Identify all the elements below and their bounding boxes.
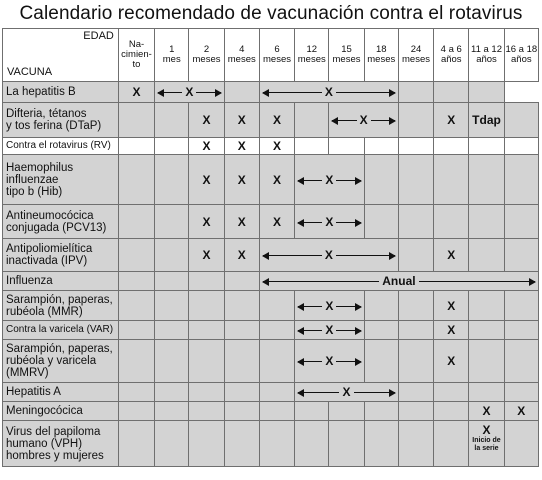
empty-cell: [398, 239, 433, 272]
empty-cell: [224, 421, 259, 467]
empty-cell: [398, 383, 433, 402]
empty-cell: [118, 239, 154, 272]
vacuna-label: VACUNA: [7, 66, 53, 78]
empty-cell: [504, 239, 538, 272]
empty-cell: [364, 321, 398, 340]
empty-cell: [434, 421, 469, 467]
empty-cell: [329, 402, 364, 421]
empty-cell: [469, 155, 504, 205]
empty-cell: [259, 340, 294, 383]
empty-cell: [155, 383, 189, 402]
header-row: [3, 29, 539, 82]
dose-range-cell: [295, 321, 365, 340]
dose-cell: [189, 205, 224, 239]
dose-range-cell: [295, 291, 365, 321]
dose-mark: X: [237, 139, 246, 153]
dose-mark: X: [322, 323, 336, 337]
empty-cell: [398, 138, 433, 155]
vaccine-row: [3, 291, 539, 321]
empty-cell: [469, 321, 504, 340]
dose-mark: Tdap: [472, 113, 501, 127]
empty-cell: [398, 421, 433, 467]
empty-cell: [118, 138, 154, 155]
dose-mark: X: [237, 214, 246, 229]
age-header: 2 meses: [189, 29, 224, 82]
empty-cell: [118, 205, 154, 239]
dose-cell: [469, 402, 504, 421]
age-header: 18 meses: [364, 29, 398, 82]
age-header: 15 meses: [329, 29, 364, 82]
empty-cell: [155, 402, 189, 421]
empty-cell: [504, 205, 538, 239]
vaccine-row: [3, 272, 539, 291]
vaccine-name: Antineumocócica conjugada (PCV13): [3, 205, 119, 239]
vaccine-name: Meningocócica: [3, 402, 119, 421]
empty-cell: [364, 138, 398, 155]
empty-cell: [155, 205, 189, 239]
dose-mark: X: [322, 354, 336, 368]
empty-cell: [189, 340, 224, 383]
empty-cell: [155, 239, 189, 272]
vaccine-row: [3, 383, 539, 402]
empty-cell: [189, 383, 224, 402]
dose-cell: [224, 155, 259, 205]
dose-mark: X: [272, 139, 281, 153]
dose-range-cell: [329, 103, 399, 138]
vaccine-row: [3, 421, 539, 467]
empty-cell: [155, 421, 189, 467]
empty-cell: [295, 421, 329, 467]
dose-cell: [189, 138, 224, 155]
empty-cell: [364, 155, 398, 205]
age-header: 4 a 6 años: [434, 29, 469, 82]
empty-cell: [224, 272, 259, 291]
empty-cell: [364, 340, 398, 383]
dose-range-cell: [259, 272, 538, 291]
dose-mark: X: [322, 248, 336, 262]
empty-cell: [398, 82, 433, 103]
dose-mark: X: [182, 85, 196, 99]
empty-cell: [398, 103, 433, 138]
vaccine-name: Virus del papiloma humano (VPH) hombres y mujeres: [3, 421, 119, 467]
empty-cell: [189, 291, 224, 321]
dose-mark: X: [447, 323, 456, 337]
vaccine-row: [3, 82, 539, 103]
series-start-note: Inicio de la serie: [472, 437, 501, 452]
dose-mark: X: [202, 139, 211, 153]
empty-cell: [469, 340, 504, 383]
empty-cell: [398, 340, 433, 383]
empty-cell: [155, 321, 189, 340]
empty-cell: [504, 383, 538, 402]
empty-cell: [295, 103, 329, 138]
empty-cell: [118, 421, 154, 467]
dose-mark: X: [322, 215, 336, 229]
dose-mark: X: [202, 214, 211, 229]
dose-cell: [189, 239, 224, 272]
vaccine-row: [3, 340, 539, 383]
dose-mark: X: [447, 113, 456, 127]
empty-cell: [504, 291, 538, 321]
dose-cell: [189, 103, 224, 138]
dose-range-cell: [295, 383, 399, 402]
dose-cell: [504, 402, 538, 421]
empty-cell: [259, 321, 294, 340]
dose-mark: X: [482, 423, 491, 437]
empty-cell: [469, 239, 504, 272]
dose-cell: [189, 155, 224, 205]
vaccine-name: Difteria, tétanos y tos ferina (DTaP): [3, 103, 119, 138]
dose-range-cell: [259, 239, 398, 272]
dose-range-cell: [295, 205, 365, 239]
age-header: 1 mes: [155, 29, 189, 82]
empty-cell: [118, 402, 154, 421]
dose-cell: [434, 239, 469, 272]
empty-cell: [189, 321, 224, 340]
header-corner: [3, 29, 119, 82]
empty-cell: [259, 383, 294, 402]
empty-cell: [118, 291, 154, 321]
empty-cell: [398, 402, 433, 421]
dose-mark: X: [272, 113, 281, 127]
empty-cell: [118, 272, 154, 291]
age-header: 11 a 12 años: [469, 29, 504, 82]
empty-cell: [189, 272, 224, 291]
empty-cell: [469, 138, 504, 155]
empty-cell: [118, 155, 154, 205]
dose-cell: [259, 103, 294, 138]
empty-cell: [469, 205, 504, 239]
empty-cell: [155, 291, 189, 321]
empty-cell: [224, 82, 259, 103]
dose-mark: X: [272, 214, 281, 229]
empty-cell: [155, 340, 189, 383]
dose-mark: X: [272, 172, 281, 187]
dose-mark: X: [237, 172, 246, 187]
empty-cell: [434, 402, 469, 421]
empty-cell: [155, 138, 189, 155]
dose-cell: [259, 155, 294, 205]
dose-cell: [259, 205, 294, 239]
dose-mark: Anual: [379, 274, 418, 288]
empty-cell: [469, 383, 504, 402]
vaccine-row: [3, 239, 539, 272]
dose-range-cell: [155, 82, 225, 103]
dose-mark: X: [357, 113, 371, 127]
dose-mark: X: [237, 113, 246, 127]
dose-cell: [434, 340, 469, 383]
empty-cell: [364, 205, 398, 239]
empty-cell: [224, 402, 259, 421]
dose-cell: [469, 103, 504, 138]
dose-mark: X: [322, 299, 336, 313]
empty-cell: [504, 103, 538, 138]
dose-cell: [224, 103, 259, 138]
dose-mark: X: [132, 85, 141, 99]
empty-cell: [259, 402, 294, 421]
dose-mark: X: [237, 248, 246, 262]
empty-cell: [189, 402, 224, 421]
empty-cell: [295, 402, 329, 421]
empty-cell: [118, 321, 154, 340]
dose-range-cell: [295, 340, 365, 383]
vaccine-name: Antipoliomielítica inactivada (IPV): [3, 239, 119, 272]
vaccine-name: Hepatitis A: [3, 383, 119, 402]
empty-cell: [155, 155, 189, 205]
empty-cell: [504, 155, 538, 205]
age-header: 24 meses: [398, 29, 433, 82]
empty-cell: [118, 340, 154, 383]
empty-cell: [259, 421, 294, 467]
dose-mark: X: [202, 248, 211, 262]
dose-mark: X: [447, 298, 456, 313]
empty-cell: [469, 291, 504, 321]
vaccine-name: Contra la varicela (VAR): [3, 321, 119, 340]
empty-cell: [295, 138, 329, 155]
dose-cell: [118, 82, 154, 103]
edad-label: EDAD: [83, 30, 114, 42]
empty-cell: [434, 383, 469, 402]
vaccine-row: [3, 103, 539, 138]
dose-cell: [434, 321, 469, 340]
dose-mark: X: [202, 172, 211, 187]
empty-cell: [398, 205, 433, 239]
vaccine-row: [3, 321, 539, 340]
empty-cell: [224, 291, 259, 321]
dose-range-cell: [295, 155, 365, 205]
vaccine-name: Influenza: [3, 272, 119, 291]
vaccine-name: Contra el rotavirus (RV): [3, 138, 119, 155]
empty-cell: [398, 321, 433, 340]
dose-mark: X: [339, 385, 353, 399]
empty-cell: [469, 82, 504, 103]
vaccine-name: La hepatitis B: [3, 82, 119, 103]
empty-cell: [224, 383, 259, 402]
vaccine-name: Sarampión, paperas, rubéola y varicela (MMRV): [3, 340, 119, 383]
empty-cell: [364, 421, 398, 467]
empty-cell: [434, 205, 469, 239]
age-header: 6 meses: [259, 29, 294, 82]
empty-cell: [398, 291, 433, 321]
empty-cell: [224, 321, 259, 340]
dose-cell: [434, 103, 469, 138]
empty-cell: [224, 340, 259, 383]
empty-cell: [329, 138, 364, 155]
empty-cell: [118, 383, 154, 402]
dose-cell: [259, 138, 294, 155]
empty-cell: [189, 421, 224, 467]
empty-cell: [398, 155, 433, 205]
dose-mark: X: [202, 113, 211, 127]
dose-mark: X: [517, 404, 526, 418]
age-header: 12 meses: [295, 29, 329, 82]
empty-cell: [364, 291, 398, 321]
vaccine-row: [3, 205, 539, 239]
dose-mark: X: [322, 173, 336, 187]
empty-cell: [155, 272, 189, 291]
empty-cell: [504, 321, 538, 340]
empty-cell: [504, 421, 538, 467]
vaccine-row: [3, 155, 539, 205]
empty-cell: [364, 402, 398, 421]
age-header: Na- cimien- to: [118, 29, 154, 82]
age-header: 16 a 18 años: [504, 29, 538, 82]
empty-cell: [434, 82, 469, 103]
dose-range-cell: [259, 82, 398, 103]
vaccination-schedule-table: [2, 28, 539, 467]
empty-cell: [434, 155, 469, 205]
empty-cell: [155, 103, 189, 138]
dose-mark: X: [322, 85, 336, 99]
dose-mark: X: [447, 248, 456, 262]
dose-cell: [224, 239, 259, 272]
empty-cell: [329, 421, 364, 467]
empty-cell: [434, 138, 469, 155]
dose-mark: X: [482, 404, 491, 418]
dose-mark: X: [447, 354, 456, 368]
empty-cell: [504, 138, 538, 155]
empty-cell: [259, 291, 294, 321]
dose-cell: [224, 205, 259, 239]
age-header: 4 meses: [224, 29, 259, 82]
vaccine-name: Sarampión, paperas, rubéola (MMR): [3, 291, 119, 321]
page-title: Calendario recomendado de vacunación contra el rotavirus: [19, 3, 523, 24]
vaccine-row: [3, 402, 539, 421]
empty-cell: [118, 103, 154, 138]
dose-cell: [434, 291, 469, 321]
dose-cell: [224, 138, 259, 155]
empty-cell: [504, 340, 538, 383]
vaccine-row: [3, 138, 539, 155]
dose-cell: [469, 421, 504, 467]
vaccine-name: Haemophilus influenzae tipo b (Hib): [3, 155, 119, 205]
